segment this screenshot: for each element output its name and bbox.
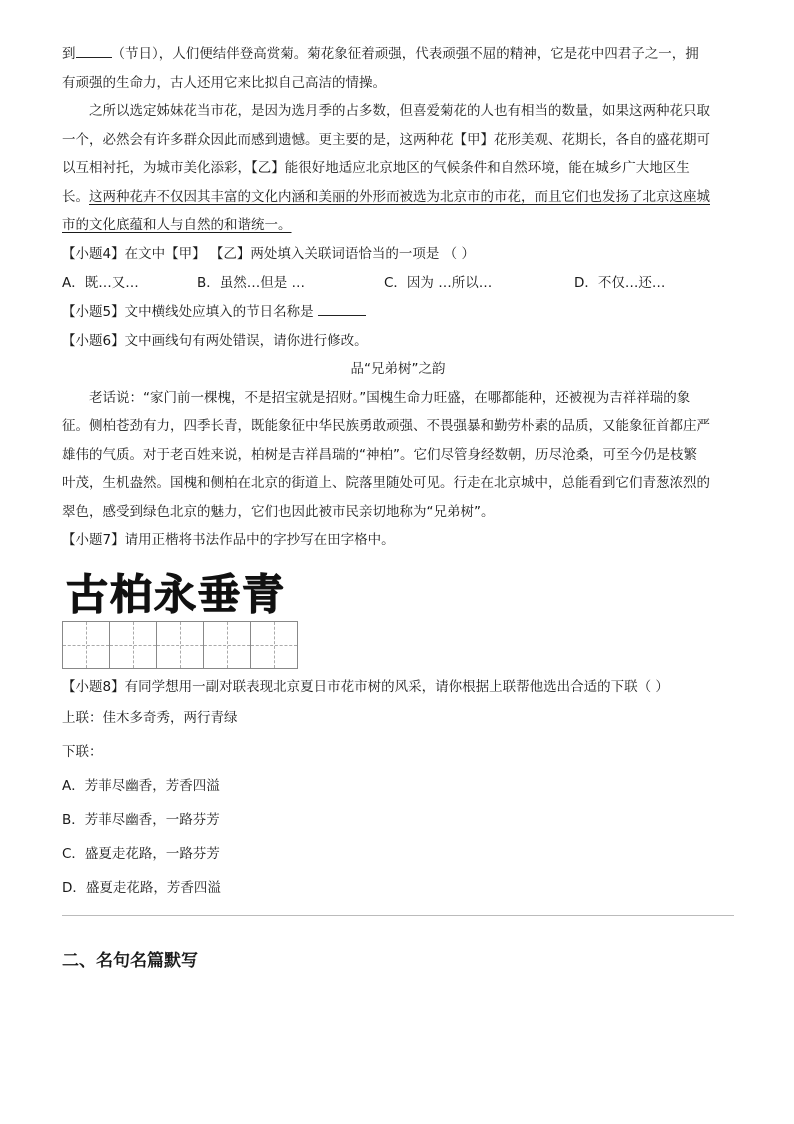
couplet-upper: 上联：佳木多奇秀，两行青绿	[62, 710, 238, 726]
option-c: C．因为 …所以…	[384, 275, 493, 291]
couplet-lower-label: 下联：	[62, 744, 103, 760]
question-5-stem	[62, 298, 734, 327]
fill-blank-festival	[76, 43, 112, 58]
text-segment: 长。	[62, 188, 89, 205]
tianzige-grid	[62, 621, 734, 669]
section-2-heading: 二、名句名篇默写	[62, 951, 198, 971]
q8-option-d: D．盛夏走花路，芳香四溢	[62, 880, 221, 896]
passage2-line5: 翠色，感受到绿色北京的魅力，它们也因此被市民亲切地称为“兄弟树”。	[62, 503, 495, 520]
passage1-line7	[62, 211, 734, 240]
passage2-title: 品“兄弟树”之韵	[350, 361, 446, 377]
question-4-stem: 【小题4】在文中【甲】 【乙】两处填入关联词语恰当的一项是 （ ）	[62, 245, 475, 262]
q8-option-b: B．芳菲尽幽香，一路芬芳	[62, 812, 220, 828]
option-b: B．虽然…但是 …	[197, 275, 306, 291]
grid-cell[interactable]	[62, 621, 110, 669]
question-4-options	[62, 268, 734, 298]
text-segment: 到	[62, 46, 76, 62]
section-divider	[62, 915, 734, 916]
underlined-sentence: 这两种花卉不仅因其丰富的文化内涵和美丽的外形而被选为北京市的市花，而且它们也发扬了北京这座城	[89, 188, 710, 205]
calligraphy-image	[66, 569, 734, 617]
passage1-line1	[62, 40, 734, 69]
question-8-stem: 【小题8】有同学想用一副对联表现北京夏日市花市树的风采，请你根据上联帮他选出合适的下联（ ）	[62, 678, 669, 695]
passage1-line5: 以互相衬托，为城市美化添彩，【乙】能很好地适应北京地区的气候条件和自然环境，能在城乡广大地区生	[62, 160, 690, 176]
passage2-line1: 老话说：“家门前一棵槐，不是招宝就是招财。”国槐生命力旺盛，在哪都能种，还被视为吉祥祥瑞的象	[89, 389, 691, 406]
grid-cell[interactable]	[156, 621, 204, 669]
passage1-line3: 之所以选定姊妹花当市花，是因为选月季的占多数，但喜爱菊花的人也有相当的数量，如果这两种花只取	[89, 103, 710, 119]
calligraphy-text: 古柏永垂青	[66, 569, 287, 617]
question-6-stem: 【小题6】文中画线句有两处错误，请你进行修改。	[62, 332, 368, 349]
passage2-line4: 叶茂，生机盎然。国槐和侧柏在北京的街道上、院落里随处可见。行走在北京城中，总能看到它们青葱浓烈的	[62, 475, 710, 491]
grid-cell[interactable]	[109, 621, 157, 669]
passage1-line2: 有顽强的生命力，古人还用它来比拟自己高洁的情操。	[62, 74, 386, 91]
q8-option-c: C．盛夏走花路，一路芬芳	[62, 846, 220, 862]
underlined-sentence: 市的文化底蕴和人与自然的和谐统一。	[62, 217, 292, 233]
text-segment: 【小题5】文中横线处应填入的节日名称是	[62, 304, 314, 320]
answer-blank	[318, 301, 366, 316]
q8-option-a: A．芳菲尽幽香，芳香四溢	[62, 778, 220, 794]
text-segment: （节日），人们便结伴登高赏菊。菊花象征着顽强，代表顽强不屈的精神，它是花中四君子之一，拥	[111, 46, 699, 62]
passage2-line2: 征。侧柏苍劲有力，四季长青，既能象征中华民族勇敢顽强、不畏强暴和勤劳朴素的品质，又能象征首都庄严	[62, 418, 710, 434]
passage1-line6	[62, 183, 734, 212]
option-d: D．不仅…还…	[574, 275, 666, 291]
question-7-stem: 【小题7】请用正楷将书法作品中的字抄写在田字格中。	[62, 532, 395, 548]
document-page	[62, 40, 734, 971]
grid-cell[interactable]	[203, 621, 251, 669]
calligraphy-artwork	[66, 569, 296, 617]
option-a: A．既…又…	[62, 275, 139, 291]
passage1-line4: 一个，必然会有许多群众因此而感到遗憾。更主要的是，这两种花【甲】花形美观、花期长，各自的盛花期可	[62, 131, 710, 148]
passage2-line3: 雄伟的气质。对于老百姓来说，柏树是吉祥昌瑞的“神柏”。它们尽管身经数朝，历尽沧桑，可至今仍是枝繁	[62, 446, 697, 463]
grid-cell[interactable]	[250, 621, 298, 669]
